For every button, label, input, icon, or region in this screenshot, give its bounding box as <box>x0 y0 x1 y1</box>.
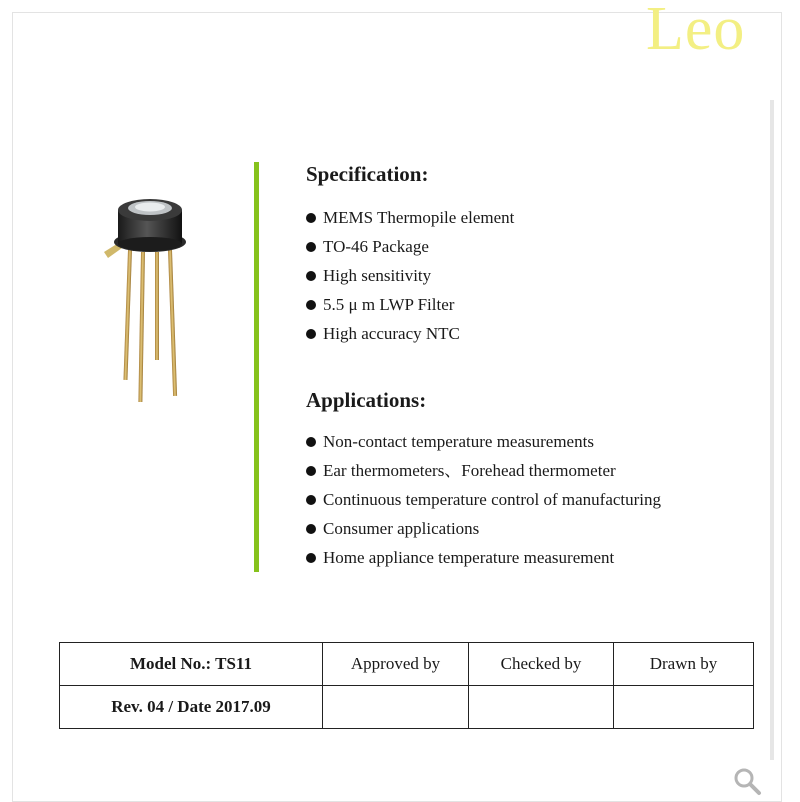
applications-heading: Applications: <box>306 388 427 412</box>
list-item <box>306 203 514 232</box>
list-item <box>306 319 514 348</box>
list-item-text: TO-46 Package <box>323 237 429 256</box>
bullet-icon <box>306 524 316 534</box>
model-number-cell: Model No.: TS11 <box>60 643 323 686</box>
checked-signature-cell <box>469 686 614 729</box>
list-item <box>306 232 514 261</box>
list-item-text: High sensitivity <box>323 266 432 285</box>
drawn-signature-cell <box>614 686 754 729</box>
watermark-text: Leo <box>646 0 746 63</box>
list-item <box>306 290 514 319</box>
list-item <box>306 456 661 485</box>
list-item <box>306 514 661 543</box>
list-item <box>306 485 661 514</box>
approved-signature-cell <box>323 686 469 729</box>
list-item-text: Non-contact temperature measurements <box>323 432 594 451</box>
list-item <box>306 261 514 290</box>
table-row <box>60 643 754 686</box>
product-photo <box>98 190 198 410</box>
table-row <box>60 686 754 729</box>
list-item-text: 5.5 μ m LWP Filter <box>323 295 455 314</box>
magnifier-icon[interactable] <box>732 766 762 796</box>
bullet-icon <box>306 271 316 281</box>
list-item-text: High accuracy NTC <box>323 324 460 343</box>
approved-by-cell: Approved by <box>323 643 469 686</box>
list-item-text: Home appliance temperature measurement <box>323 548 615 567</box>
list-item-text: Consumer applications <box>323 519 480 538</box>
specification-heading: Specification: <box>306 162 429 186</box>
list-item-text: Continuous temperature control of manufacturing <box>323 490 662 509</box>
list-item <box>306 427 661 456</box>
drawn-by-cell: Drawn by <box>614 643 754 686</box>
bullet-icon <box>306 553 316 563</box>
bullet-icon <box>306 495 316 505</box>
checked-by-cell: Checked by <box>469 643 614 686</box>
applications-list <box>306 427 661 572</box>
bullet-icon <box>306 300 316 310</box>
specification-list <box>306 203 514 348</box>
list-item <box>306 543 661 572</box>
page-edge-shadow <box>770 100 774 760</box>
bullet-icon <box>306 213 316 223</box>
list-item-text: MEMS Thermopile element <box>323 208 515 227</box>
bullet-icon <box>306 437 316 447</box>
bullet-icon <box>306 329 316 339</box>
title-block-table <box>59 642 754 729</box>
accent-bar <box>254 162 259 572</box>
bullet-icon <box>306 242 316 252</box>
bullet-icon <box>306 466 316 476</box>
revision-cell: Rev. 04 / Date 2017.09 <box>60 686 323 729</box>
list-item-text: Ear thermometers、Forehead thermometer <box>323 461 616 480</box>
